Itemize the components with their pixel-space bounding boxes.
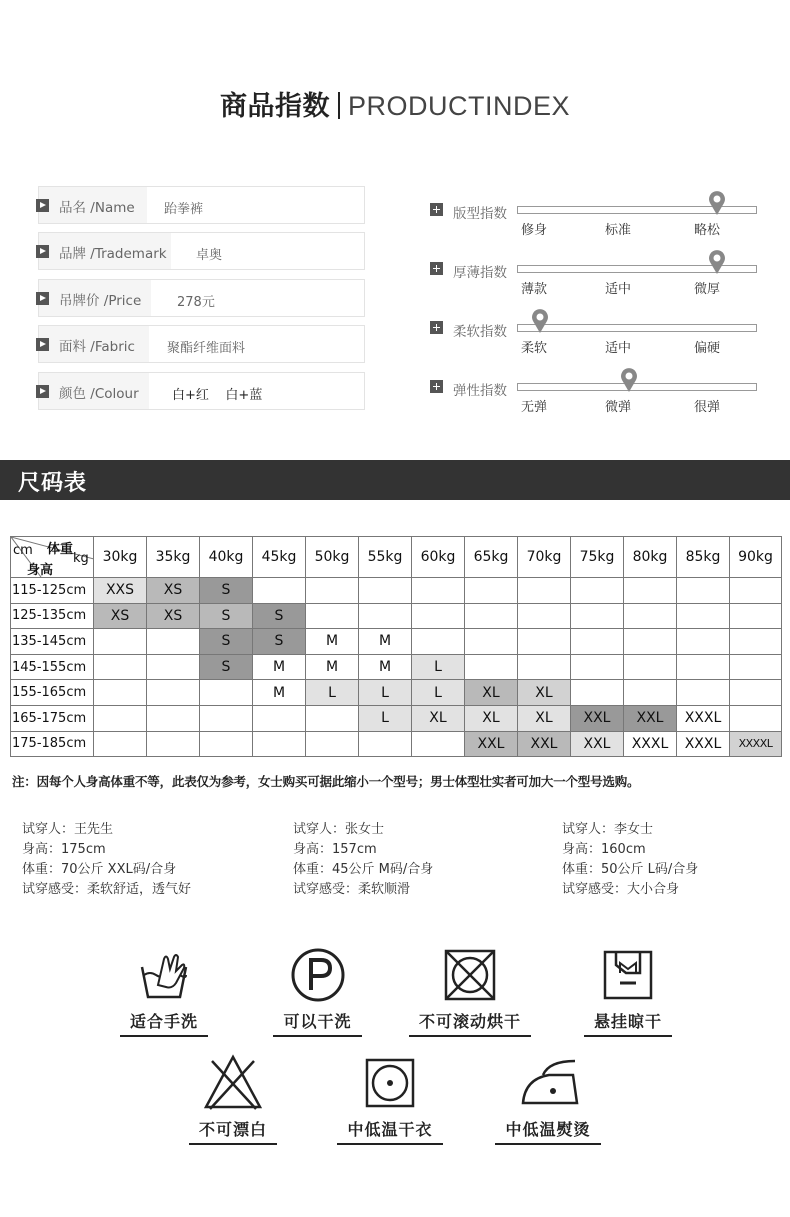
size-cell: XS — [147, 603, 200, 629]
index-row — [430, 264, 760, 314]
info-row-trademark — [38, 232, 365, 270]
size-cell — [624, 629, 677, 655]
size-cell — [518, 654, 571, 680]
title-cn: 商品指数 — [219, 91, 330, 122]
size-cell — [306, 578, 359, 604]
no-bleach-icon — [202, 1053, 264, 1113]
size-cell: L — [412, 680, 465, 706]
weight-header: 50kg — [306, 537, 359, 578]
size-cell — [571, 680, 624, 706]
height-header: 125-135cm — [11, 603, 94, 629]
size-cell — [253, 705, 306, 731]
map-pin-icon — [620, 367, 638, 393]
height-header: 155-165cm — [11, 680, 94, 706]
size-cell — [518, 629, 571, 655]
size-cell — [730, 603, 782, 629]
size-chart-title: 尺码表 — [18, 471, 88, 496]
info-label: 颜色 /Colour — [59, 386, 139, 402]
size-cell — [253, 578, 306, 604]
height-header: 165-175cm — [11, 705, 94, 731]
size-cell — [677, 578, 730, 604]
size-cell: XL — [465, 705, 518, 731]
arrow-right-icon — [36, 245, 49, 258]
size-cell — [94, 629, 147, 655]
index-bar — [517, 324, 757, 332]
size-cell — [200, 680, 253, 706]
size-cell: XXL — [571, 705, 624, 731]
size-cell: XL — [518, 680, 571, 706]
index-level: 略松 — [693, 223, 720, 238]
size-cell — [200, 705, 253, 731]
size-cell — [677, 629, 730, 655]
table-row — [11, 731, 782, 757]
table-row — [11, 680, 782, 706]
size-cell — [412, 731, 465, 757]
size-cell: S — [200, 578, 253, 604]
table-row — [11, 705, 782, 731]
page-title — [0, 84, 790, 123]
height-header: 175-185cm — [11, 731, 94, 757]
info-label: 面料 /Fabric — [59, 339, 135, 355]
line-dry-icon — [598, 945, 658, 1005]
corner-weight: 体重 — [47, 542, 74, 557]
weight-header: 40kg — [200, 537, 253, 578]
tester-height: 身高：175cm — [22, 842, 106, 857]
size-cell — [359, 578, 412, 604]
index-level: 薄款 — [520, 282, 547, 297]
index-name: 柔软指数 — [453, 324, 507, 340]
info-row-name — [38, 186, 365, 224]
info-row-price — [38, 279, 365, 317]
size-cell — [412, 578, 465, 604]
size-cell — [359, 603, 412, 629]
index-level: 微厚 — [693, 282, 720, 297]
size-cell — [730, 680, 782, 706]
care-no-tumble — [405, 945, 535, 1037]
size-cell — [465, 629, 518, 655]
info-label: 品名 /Name — [59, 200, 135, 216]
title-separator — [338, 92, 340, 119]
size-cell — [200, 731, 253, 757]
tester-3 — [562, 820, 698, 900]
corner-cm: cm — [13, 543, 33, 558]
table-row — [11, 629, 782, 655]
size-cell — [306, 731, 359, 757]
weight-header: 45kg — [253, 537, 306, 578]
info-value: 卓奥 — [196, 248, 223, 263]
plus-icon — [430, 203, 443, 216]
iron-low-icon — [513, 1053, 583, 1113]
size-cell — [147, 680, 200, 706]
weight-header: 35kg — [147, 537, 200, 578]
size-cell: XL — [465, 680, 518, 706]
tester-feel: 试穿感受：柔软顺滑 — [293, 882, 411, 897]
size-cell — [677, 654, 730, 680]
size-cell — [465, 603, 518, 629]
info-value: 跆拳裤 — [164, 202, 204, 217]
size-cell — [306, 705, 359, 731]
size-cell — [624, 603, 677, 629]
care-dry-clean — [270, 945, 365, 1037]
title-en: PRODUCTINDEX — [347, 91, 570, 121]
size-cell — [730, 705, 782, 731]
size-cell — [147, 705, 200, 731]
index-level: 柔软 — [520, 341, 547, 356]
arrow-right-icon — [36, 199, 49, 212]
tester-height: 身高：157cm — [293, 842, 377, 857]
size-cell — [94, 731, 147, 757]
size-cell: M — [253, 654, 306, 680]
care-hand-wash — [114, 945, 214, 1037]
size-cell: L — [412, 654, 465, 680]
index-level: 微弹 — [604, 400, 631, 415]
size-cell — [571, 578, 624, 604]
size-cell: XXXL — [624, 731, 677, 757]
size-cell: M — [306, 654, 359, 680]
size-cell — [147, 654, 200, 680]
care-label: 悬挂晾干 — [584, 1009, 672, 1037]
size-cell: L — [306, 680, 359, 706]
size-cell: M — [306, 629, 359, 655]
info-row-colour — [38, 372, 365, 410]
height-header: 135-145cm — [11, 629, 94, 655]
size-cell: XXXL — [677, 705, 730, 731]
arrow-right-icon — [36, 385, 49, 398]
care-label: 适合手洗 — [120, 1009, 208, 1037]
info-label: 吊牌价 /Price — [59, 293, 142, 309]
tester-height: 身高：160cm — [562, 842, 646, 857]
index-row — [430, 382, 760, 432]
tester-weight: 体重：50公斤 L码/合身 — [562, 862, 699, 877]
size-cell: XL — [518, 705, 571, 731]
size-cell — [253, 731, 306, 757]
table-row — [11, 654, 782, 680]
map-pin-icon — [708, 249, 726, 275]
size-cell: S — [200, 654, 253, 680]
table-row — [11, 603, 782, 629]
size-cell: XXL — [465, 731, 518, 757]
size-cell: XXXXL — [730, 731, 782, 757]
size-cell — [624, 654, 677, 680]
size-cell: XXL — [624, 705, 677, 731]
index-row — [430, 205, 760, 255]
size-cell — [730, 654, 782, 680]
tester-feel: 试穿感受：大小合身 — [562, 882, 680, 897]
weight-header: 90kg — [730, 537, 782, 578]
index-level: 偏硬 — [693, 341, 720, 356]
size-table — [10, 536, 782, 757]
size-cell: XXL — [571, 731, 624, 757]
care-label: 中低温熨烫 — [495, 1117, 600, 1145]
weight-header: 30kg — [94, 537, 147, 578]
care-label: 不可滚动烘干 — [409, 1009, 531, 1037]
size-cell — [624, 578, 677, 604]
index-level: 适中 — [604, 282, 631, 297]
arrow-right-icon — [36, 338, 49, 351]
size-cell: XL — [412, 705, 465, 731]
size-cell: S — [200, 629, 253, 655]
size-cell — [412, 603, 465, 629]
size-cell — [412, 629, 465, 655]
size-cell: M — [359, 629, 412, 655]
weight-header: 80kg — [624, 537, 677, 578]
height-header: 145-155cm — [11, 654, 94, 680]
size-cell — [147, 731, 200, 757]
tester-name: 试穿人：王先生 — [22, 822, 114, 837]
size-cell: XS — [94, 603, 147, 629]
size-cell — [571, 629, 624, 655]
size-cell: M — [359, 654, 412, 680]
weight-header: 55kg — [359, 537, 412, 578]
info-value: 白+红 白+蓝 — [172, 388, 263, 403]
care-line-dry — [578, 945, 678, 1037]
tumble-dry-low-icon — [360, 1053, 420, 1113]
map-pin-icon — [531, 308, 549, 334]
size-cell — [518, 603, 571, 629]
size-cell — [465, 578, 518, 604]
care-tumble-low — [335, 1053, 445, 1145]
weight-header: 75kg — [571, 537, 624, 578]
dry-clean-p-icon — [288, 945, 348, 1005]
weight-header: 70kg — [518, 537, 571, 578]
size-cell — [94, 654, 147, 680]
plus-icon — [430, 262, 443, 275]
size-cell: S — [200, 603, 253, 629]
size-cell — [94, 680, 147, 706]
care-no-bleach — [183, 1053, 283, 1145]
care-label: 可以干洗 — [273, 1009, 361, 1037]
tester-1 — [22, 820, 191, 900]
size-cell — [677, 603, 730, 629]
height-header: 115-125cm — [11, 578, 94, 604]
no-tumble-dry-icon — [440, 945, 500, 1005]
index-level: 无弹 — [520, 400, 547, 415]
size-cell: L — [359, 680, 412, 706]
size-cell: L — [359, 705, 412, 731]
size-cell: XXS — [94, 578, 147, 604]
tester-weight: 体重：70公斤 XXL码/合身 — [22, 862, 177, 877]
size-cell — [465, 654, 518, 680]
size-cell — [730, 578, 782, 604]
size-cell: XS — [147, 578, 200, 604]
tester-weight: 体重：45公斤 M码/合身 — [293, 862, 434, 877]
corner-kg: kg — [73, 551, 89, 566]
size-cell: XXL — [518, 731, 571, 757]
size-cell — [730, 629, 782, 655]
size-cell — [518, 578, 571, 604]
tester-name: 试穿人：张女士 — [293, 822, 385, 837]
plus-icon — [430, 321, 443, 334]
size-cell — [571, 654, 624, 680]
map-pin-icon — [708, 190, 726, 216]
index-level: 适中 — [604, 341, 631, 356]
size-chart-banner — [0, 460, 790, 500]
size-cell — [359, 731, 412, 757]
size-cell — [677, 680, 730, 706]
size-cell: S — [253, 629, 306, 655]
size-cell: S — [253, 603, 306, 629]
arrow-right-icon — [36, 292, 49, 305]
care-label: 中低温干衣 — [337, 1117, 442, 1145]
plus-icon — [430, 380, 443, 393]
index-level: 修身 — [520, 223, 547, 238]
care-label: 不可漂白 — [189, 1117, 277, 1145]
size-chart-note: 注：因每个人身高体重不等，此表仅为参考，女士购买可据此缩小一个型号；男士体型壮实者可加大一个型号选购。 — [12, 774, 640, 789]
hand-wash-icon — [134, 945, 194, 1005]
table-row — [11, 578, 782, 604]
info-label: 品牌 /Trademark — [59, 246, 167, 262]
size-cell — [306, 603, 359, 629]
index-name: 弹性指数 — [453, 383, 507, 399]
corner-height: 身高 — [27, 563, 54, 577]
care-iron-low — [493, 1053, 603, 1145]
tester-name: 试穿人：李女士 — [562, 822, 654, 837]
info-value: 278元 — [177, 295, 215, 310]
index-level: 标准 — [604, 223, 631, 238]
size-cell — [624, 680, 677, 706]
weight-header: 85kg — [677, 537, 730, 578]
size-cell — [147, 629, 200, 655]
size-table-corner — [11, 537, 94, 578]
weight-header: 60kg — [412, 537, 465, 578]
size-cell — [94, 705, 147, 731]
index-name: 厚薄指数 — [453, 265, 507, 281]
tester-feel: 试穿感受：柔软舒适，透气好 — [22, 882, 192, 897]
index-row — [430, 323, 760, 373]
size-table-header — [11, 537, 782, 578]
tester-2 — [293, 820, 433, 900]
size-cell: M — [253, 680, 306, 706]
info-row-fabric — [38, 325, 365, 363]
weight-header: 65kg — [465, 537, 518, 578]
info-value: 聚酯纤维面料 — [167, 341, 246, 356]
size-cell: XXXL — [677, 731, 730, 757]
size-cell — [571, 603, 624, 629]
index-level: 很弹 — [693, 400, 720, 415]
index-name: 版型指数 — [453, 206, 507, 222]
